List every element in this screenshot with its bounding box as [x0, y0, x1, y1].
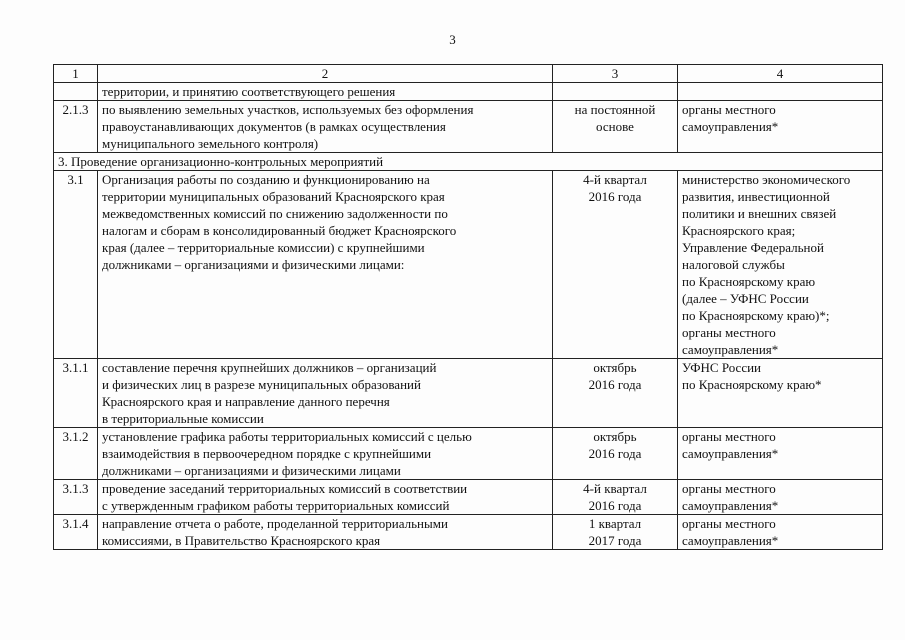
item-number: 3.1.1 — [54, 359, 98, 428]
measure-description-line: установление графика работы территориальных комиссий с целью — [102, 429, 472, 444]
measure-executor — [678, 83, 883, 101]
measure-description-line: и физических лиц в разрезе муниципальных образований — [102, 377, 421, 392]
measure-description-line: должниками – организациями и физическими лицами: — [102, 257, 405, 272]
measures-table — [53, 64, 883, 550]
measure-description — [98, 101, 553, 153]
measure-executor — [678, 359, 883, 428]
measure-deadline-line: 1 квартал — [588, 516, 642, 531]
table-row — [54, 101, 883, 153]
measure-executor-line: органы местного — [682, 516, 776, 531]
page-number: 3 — [449, 32, 456, 47]
measure-executor-line: самоуправления* — [682, 498, 779, 513]
table-row — [54, 480, 883, 515]
measure-description-line: в территориальные комиссии — [102, 411, 264, 426]
item-number: 3.1.3 — [54, 480, 98, 515]
measure-deadline-line: октябрь — [593, 360, 637, 375]
measure-executor-line: министерство экономического — [682, 172, 851, 187]
measure-description-line: налогам и сборам в консолидированный бюджет Красноярского — [102, 223, 457, 238]
measure-deadline-line: 4-й квартал — [583, 481, 647, 496]
measure-deadline — [553, 171, 678, 359]
measure-deadline — [553, 359, 678, 428]
measure-description-line: проведение заседаний территориальных комиссий в соответствии — [102, 481, 468, 496]
measure-deadline — [553, 428, 678, 480]
table-row — [54, 359, 883, 428]
header-col-4: 4 — [678, 65, 883, 83]
measure-description-line: взаимодействия в первоочередном порядке с крупнейшими — [102, 446, 432, 461]
measure-executor — [678, 428, 883, 480]
measure-description-line: Организация работы по созданию и функционированию на — [102, 172, 430, 187]
item-number: 3.1 — [54, 171, 98, 359]
measure-description-line: края (далее – территориальные комиссии) с крупнейшими — [102, 240, 425, 255]
measure-description-line: комиссиями, в Правительство Красноярского края — [102, 533, 381, 548]
measure-description-line: направление отчета о работе, проделанной территориальными — [102, 516, 448, 531]
measure-executor-line: по Красноярскому краю — [682, 274, 816, 289]
measure-executor — [678, 171, 883, 359]
measure-description — [98, 359, 553, 428]
measure-deadline-line: 2016 года — [588, 377, 642, 392]
measure-description — [98, 83, 553, 101]
measure-deadline — [553, 515, 678, 550]
measure-deadline-line: 2016 года — [588, 446, 642, 461]
measure-executor-line: органы местного — [682, 325, 776, 340]
measure-deadline-line: основе — [596, 119, 634, 134]
measure-executor — [678, 480, 883, 515]
measure-description-line: по выявлению земельных участков, используемых без оформления — [102, 102, 474, 117]
item-number: 3.1.2 — [54, 428, 98, 480]
measure-description — [98, 428, 553, 480]
item-number — [54, 83, 98, 101]
measure-description-line: межведомственных комиссий по снижению задолженности по — [102, 206, 448, 221]
measure-deadline-line: на постоянной — [574, 102, 656, 117]
measure-deadline — [553, 83, 678, 101]
measure-executor-line: политики и внешних связей — [682, 206, 837, 221]
measure-description-line: Красноярского края и направление данного перечня — [102, 394, 390, 409]
section-title: 3. Проведение организационно-контрольных мероприятий — [54, 153, 883, 171]
measure-description-line: должниками – организациями и физическими лицами — [102, 463, 401, 478]
measure-deadline-line: 2017 года — [588, 533, 642, 548]
table-row — [54, 428, 883, 480]
measure-executor-line: Управление Федеральной — [682, 240, 824, 255]
measure-description — [98, 171, 553, 359]
measure-description-line: правоустанавливающих документов (в рамках осуществления — [102, 119, 446, 134]
measure-description-line: территории муниципальных образований Красноярского края — [102, 189, 445, 204]
measure-deadline-line: 4-й квартал — [583, 172, 647, 187]
measure-executor — [678, 515, 883, 550]
measure-executor-line: по Красноярскому краю* — [682, 377, 822, 392]
measure-description — [98, 515, 553, 550]
measure-executor-line: налоговой службы — [682, 257, 785, 272]
measure-executor-line: развития, инвестиционной — [682, 189, 830, 204]
measure-executor-line: самоуправления* — [682, 533, 779, 548]
item-number: 3.1.4 — [54, 515, 98, 550]
measure-executor-line: Красноярского края; — [682, 223, 796, 238]
header-col-3: 3 — [553, 65, 678, 83]
table-row — [54, 83, 883, 101]
table-row — [54, 515, 883, 550]
measure-executor-line: органы местного — [682, 102, 776, 117]
table-header-row — [54, 65, 883, 83]
measure-deadline-line: 2016 года — [588, 189, 642, 204]
measure-description-line: муниципального земельного контроля) — [102, 136, 319, 151]
measure-deadline-line: октябрь — [593, 429, 637, 444]
section-row — [54, 153, 883, 171]
measure-executor-line: самоуправления* — [682, 119, 779, 134]
measure-executor-line: самоуправления* — [682, 446, 779, 461]
item-number: 2.1.3 — [54, 101, 98, 153]
measure-executor-line: (далее – УФНС России — [682, 291, 809, 306]
measure-description-line: составление перечня крупнейших должников – организаций — [102, 360, 437, 375]
table-row — [54, 171, 883, 359]
measure-deadline-line: 2016 года — [588, 498, 642, 513]
header-col-2: 2 — [98, 65, 553, 83]
measure-description — [98, 480, 553, 515]
measure-executor — [678, 101, 883, 153]
measure-deadline — [553, 101, 678, 153]
measure-description-line: территории, и принятию соответствующего решения — [102, 84, 396, 99]
measure-executor-line: УФНС России — [682, 360, 762, 375]
header-col-1: 1 — [54, 65, 98, 83]
measure-description-line: с утвержденным графиком работы территориальных комиссий — [102, 498, 450, 513]
measure-executor-line: органы местного — [682, 481, 776, 496]
measure-deadline — [553, 480, 678, 515]
measure-executor-line: по Красноярскому краю)*; — [682, 308, 830, 323]
measure-executor-line: органы местного — [682, 429, 776, 444]
measure-executor-line: самоуправления* — [682, 342, 779, 357]
